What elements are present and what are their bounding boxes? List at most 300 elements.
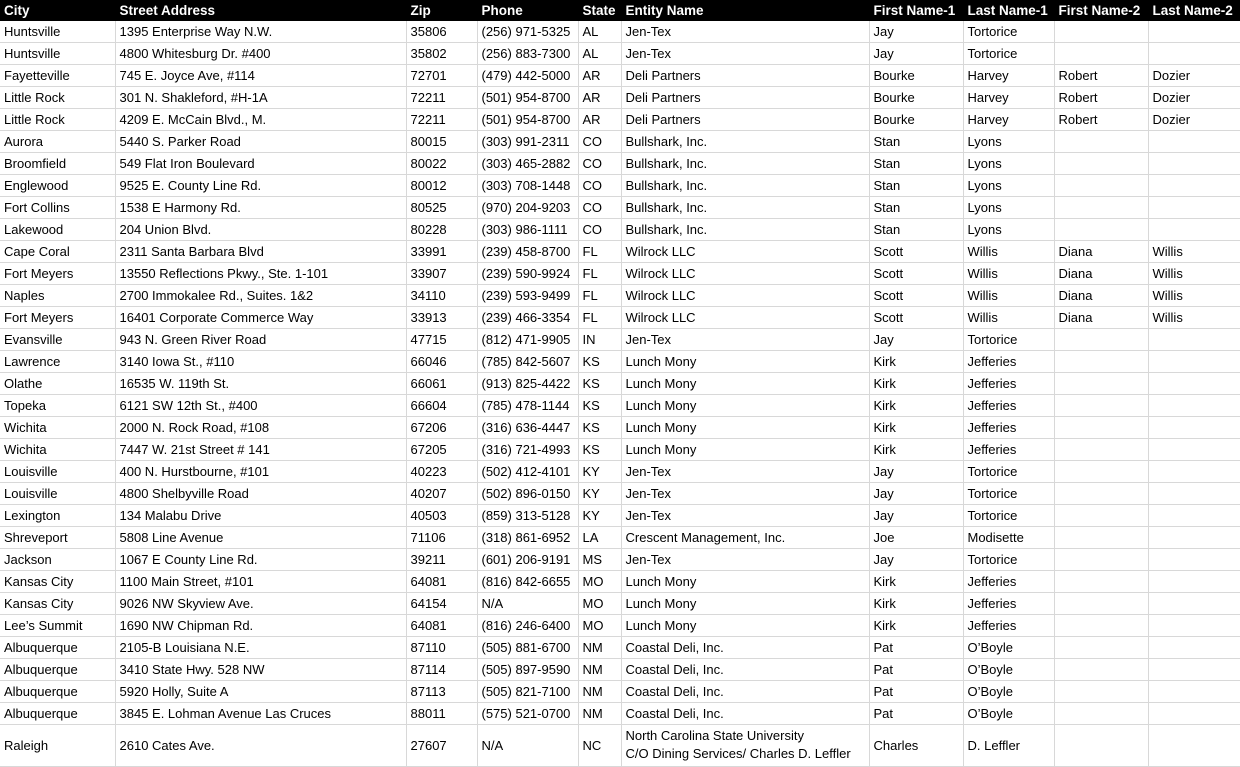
entity-name-cell[interactable]: Jen-Tex: [621, 483, 869, 505]
city-cell[interactable]: Lexington: [0, 505, 115, 527]
city-cell[interactable]: Fort Meyers: [0, 263, 115, 285]
first-name-1-cell[interactable]: Jay: [869, 329, 963, 351]
city-cell[interactable]: Aurora: [0, 131, 115, 153]
state-cell[interactable]: AR: [578, 65, 621, 87]
street-address-cell[interactable]: 2311 Santa Barbara Blvd: [115, 241, 406, 263]
state-cell[interactable]: AR: [578, 87, 621, 109]
city-cell[interactable]: Louisville: [0, 483, 115, 505]
state-cell[interactable]: KS: [578, 417, 621, 439]
state-cell[interactable]: FL: [578, 307, 621, 329]
street-address-cell[interactable]: 549 Flat Iron Boulevard: [115, 153, 406, 175]
first-name-1-cell[interactable]: Kirk: [869, 593, 963, 615]
zip-cell[interactable]: 34110: [406, 285, 477, 307]
city-cell[interactable]: Kansas City: [0, 571, 115, 593]
first-name-1-cell[interactable]: Jay: [869, 505, 963, 527]
first-name-2-cell[interactable]: [1054, 395, 1148, 417]
column-header[interactable]: First Name-1: [869, 0, 963, 21]
state-cell[interactable]: FL: [578, 263, 621, 285]
first-name-1-cell[interactable]: Scott: [869, 241, 963, 263]
first-name-2-cell[interactable]: [1054, 527, 1148, 549]
first-name-2-cell[interactable]: Robert: [1054, 65, 1148, 87]
first-name-2-cell[interactable]: Robert: [1054, 87, 1148, 109]
phone-cell[interactable]: (785) 478-1144: [477, 395, 578, 417]
entity-name-cell[interactable]: Coastal Deli, Inc.: [621, 703, 869, 725]
city-cell[interactable]: Albuquerque: [0, 637, 115, 659]
last-name-1-cell[interactable]: Lyons: [963, 219, 1054, 241]
column-header[interactable]: City: [0, 0, 115, 21]
last-name-2-cell[interactable]: Dozier: [1148, 65, 1240, 87]
entity-name-cell[interactable]: Crescent Management, Inc.: [621, 527, 869, 549]
last-name-1-cell[interactable]: Willis: [963, 263, 1054, 285]
last-name-2-cell[interactable]: Willis: [1148, 285, 1240, 307]
last-name-2-cell[interactable]: [1148, 549, 1240, 571]
last-name-2-cell[interactable]: [1148, 175, 1240, 197]
street-address-cell[interactable]: 16535 W. 119th St.: [115, 373, 406, 395]
first-name-2-cell[interactable]: [1054, 505, 1148, 527]
first-name-1-cell[interactable]: Pat: [869, 637, 963, 659]
entity-name-cell[interactable]: Bullshark, Inc.: [621, 219, 869, 241]
zip-cell[interactable]: 87113: [406, 681, 477, 703]
first-name-1-cell[interactable]: Joe: [869, 527, 963, 549]
last-name-2-cell[interactable]: [1148, 461, 1240, 483]
phone-cell[interactable]: (239) 466-3354: [477, 307, 578, 329]
phone-cell[interactable]: (816) 842-6655: [477, 571, 578, 593]
state-cell[interactable]: CO: [578, 219, 621, 241]
city-cell[interactable]: Little Rock: [0, 87, 115, 109]
city-cell[interactable]: Topeka: [0, 395, 115, 417]
first-name-1-cell[interactable]: Jay: [869, 483, 963, 505]
first-name-2-cell[interactable]: [1054, 351, 1148, 373]
first-name-2-cell[interactable]: [1054, 219, 1148, 241]
entity-name-cell[interactable]: Lunch Mony: [621, 395, 869, 417]
first-name-2-cell[interactable]: [1054, 43, 1148, 65]
phone-cell[interactable]: (505) 897-9590: [477, 659, 578, 681]
first-name-1-cell[interactable]: Stan: [869, 153, 963, 175]
street-address-cell[interactable]: 4800 Whitesburg Dr. #400: [115, 43, 406, 65]
state-cell[interactable]: NM: [578, 637, 621, 659]
first-name-1-cell[interactable]: Pat: [869, 681, 963, 703]
first-name-2-cell[interactable]: Diana: [1054, 241, 1148, 263]
zip-cell[interactable]: 72701: [406, 65, 477, 87]
street-address-cell[interactable]: 9026 NW Skyview Ave.: [115, 593, 406, 615]
last-name-1-cell[interactable]: Jefferies: [963, 593, 1054, 615]
zip-cell[interactable]: 66046: [406, 351, 477, 373]
last-name-1-cell[interactable]: Willis: [963, 241, 1054, 263]
last-name-2-cell[interactable]: [1148, 703, 1240, 725]
last-name-2-cell[interactable]: [1148, 483, 1240, 505]
first-name-1-cell[interactable]: Scott: [869, 307, 963, 329]
first-name-1-cell[interactable]: Kirk: [869, 417, 963, 439]
entity-name-cell[interactable]: Jen-Tex: [621, 461, 869, 483]
street-address-cell[interactable]: 3140 Iowa St., #110: [115, 351, 406, 373]
street-address-cell[interactable]: 134 Malabu Drive: [115, 505, 406, 527]
state-cell[interactable]: CO: [578, 153, 621, 175]
street-address-cell[interactable]: 2000 N. Rock Road, #108: [115, 417, 406, 439]
first-name-1-cell[interactable]: Bourke: [869, 65, 963, 87]
entity-name-cell[interactable]: [621, 725, 869, 767]
last-name-2-cell[interactable]: [1148, 505, 1240, 527]
last-name-1-cell[interactable]: Willis: [963, 285, 1054, 307]
zip-cell[interactable]: 71106: [406, 527, 477, 549]
phone-cell[interactable]: (785) 842-5607: [477, 351, 578, 373]
street-address-cell[interactable]: 301 N. Shakleford, #H-1A: [115, 87, 406, 109]
zip-cell[interactable]: 40223: [406, 461, 477, 483]
entity-name-cell[interactable]: Lunch Mony: [621, 593, 869, 615]
street-address-cell[interactable]: 1067 E County Line Rd.: [115, 549, 406, 571]
zip-cell[interactable]: 33913: [406, 307, 477, 329]
phone-cell[interactable]: (303) 708-1448: [477, 175, 578, 197]
first-name-2-cell[interactable]: [1054, 131, 1148, 153]
first-name-2-cell[interactable]: [1054, 681, 1148, 703]
last-name-1-cell[interactable]: O’Boyle: [963, 659, 1054, 681]
state-cell[interactable]: CO: [578, 197, 621, 219]
phone-cell[interactable]: (256) 971-5325: [477, 21, 578, 43]
zip-cell[interactable]: 40207: [406, 483, 477, 505]
entity-name-cell[interactable]: Bullshark, Inc.: [621, 131, 869, 153]
city-cell[interactable]: Olathe: [0, 373, 115, 395]
city-cell[interactable]: Raleigh: [0, 725, 115, 767]
zip-cell[interactable]: 64081: [406, 571, 477, 593]
street-address-cell[interactable]: 5920 Holly, Suite A: [115, 681, 406, 703]
column-header[interactable]: Last Name-2: [1148, 0, 1240, 21]
street-address-cell[interactable]: 1690 NW Chipman Rd.: [115, 615, 406, 637]
state-cell[interactable]: LA: [578, 527, 621, 549]
first-name-1-cell[interactable]: Stan: [869, 219, 963, 241]
last-name-1-cell[interactable]: Lyons: [963, 197, 1054, 219]
zip-cell[interactable]: 72211: [406, 87, 477, 109]
street-address-cell[interactable]: 5440 S. Parker Road: [115, 131, 406, 153]
first-name-1-cell[interactable]: Kirk: [869, 615, 963, 637]
last-name-1-cell[interactable]: Tortorice: [963, 505, 1054, 527]
last-name-2-cell[interactable]: [1148, 439, 1240, 461]
state-cell[interactable]: AR: [578, 109, 621, 131]
state-cell[interactable]: KY: [578, 505, 621, 527]
first-name-1-cell[interactable]: Jay: [869, 43, 963, 65]
entity-name-cell[interactable]: Bullshark, Inc.: [621, 197, 869, 219]
city-cell[interactable]: Wichita: [0, 439, 115, 461]
column-header[interactable]: Phone: [477, 0, 578, 21]
last-name-2-cell[interactable]: [1148, 153, 1240, 175]
street-address-cell[interactable]: 16401 Corporate Commerce Way: [115, 307, 406, 329]
state-cell[interactable]: MS: [578, 549, 621, 571]
first-name-2-cell[interactable]: [1054, 373, 1148, 395]
column-header[interactable]: Zip: [406, 0, 477, 21]
zip-cell[interactable]: 88011: [406, 703, 477, 725]
phone-cell[interactable]: (501) 954-8700: [477, 109, 578, 131]
last-name-2-cell[interactable]: [1148, 637, 1240, 659]
city-cell[interactable]: Fort Collins: [0, 197, 115, 219]
zip-cell[interactable]: 33907: [406, 263, 477, 285]
phone-cell[interactable]: (970) 204-9203: [477, 197, 578, 219]
first-name-1-cell[interactable]: Pat: [869, 659, 963, 681]
column-header[interactable]: State: [578, 0, 621, 21]
last-name-1-cell[interactable]: Jefferies: [963, 351, 1054, 373]
last-name-2-cell[interactable]: [1148, 219, 1240, 241]
last-name-1-cell[interactable]: Lyons: [963, 131, 1054, 153]
last-name-1-cell[interactable]: Jefferies: [963, 615, 1054, 637]
first-name-2-cell[interactable]: [1054, 21, 1148, 43]
state-cell[interactable]: NM: [578, 681, 621, 703]
city-cell[interactable]: Little Rock: [0, 109, 115, 131]
street-address-cell[interactable]: 1395 Enterprise Way N.W.: [115, 21, 406, 43]
city-cell[interactable]: Lee’s Summit: [0, 615, 115, 637]
phone-cell[interactable]: (505) 821-7100: [477, 681, 578, 703]
zip-cell[interactable]: 87110: [406, 637, 477, 659]
last-name-1-cell[interactable]: Jefferies: [963, 571, 1054, 593]
last-name-1-cell[interactable]: Lyons: [963, 153, 1054, 175]
zip-cell[interactable]: 64154: [406, 593, 477, 615]
column-header[interactable]: First Name-2: [1054, 0, 1148, 21]
zip-cell[interactable]: 80525: [406, 197, 477, 219]
last-name-2-cell[interactable]: [1148, 615, 1240, 637]
state-cell[interactable]: IN: [578, 329, 621, 351]
state-cell[interactable]: NC: [578, 725, 621, 767]
zip-cell[interactable]: 40503: [406, 505, 477, 527]
last-name-1-cell[interactable]: O’Boyle: [963, 703, 1054, 725]
last-name-1-cell[interactable]: Willis: [963, 307, 1054, 329]
city-cell[interactable]: Wichita: [0, 417, 115, 439]
zip-cell[interactable]: 66061: [406, 373, 477, 395]
city-cell[interactable]: Huntsville: [0, 21, 115, 43]
first-name-2-cell[interactable]: [1054, 417, 1148, 439]
last-name-2-cell[interactable]: [1148, 131, 1240, 153]
first-name-1-cell[interactable]: Stan: [869, 131, 963, 153]
last-name-2-cell[interactable]: [1148, 197, 1240, 219]
phone-cell[interactable]: (316) 636-4447: [477, 417, 578, 439]
last-name-1-cell[interactable]: Lyons: [963, 175, 1054, 197]
state-cell[interactable]: MO: [578, 593, 621, 615]
entity-name-cell[interactable]: Jen-Tex: [621, 549, 869, 571]
zip-cell[interactable]: 80015: [406, 131, 477, 153]
last-name-2-cell[interactable]: [1148, 43, 1240, 65]
first-name-2-cell[interactable]: [1054, 703, 1148, 725]
first-name-2-cell[interactable]: [1054, 637, 1148, 659]
entity-name-cell[interactable]: Jen-Tex: [621, 43, 869, 65]
zip-cell[interactable]: 80228: [406, 219, 477, 241]
phone-cell[interactable]: (816) 246-6400: [477, 615, 578, 637]
phone-cell[interactable]: (505) 881-6700: [477, 637, 578, 659]
first-name-2-cell[interactable]: [1054, 175, 1148, 197]
first-name-2-cell[interactable]: [1054, 571, 1148, 593]
city-cell[interactable]: Fayetteville: [0, 65, 115, 87]
phone-cell[interactable]: N/A: [477, 593, 578, 615]
state-cell[interactable]: KY: [578, 483, 621, 505]
phone-cell[interactable]: N/A: [477, 725, 578, 767]
phone-cell[interactable]: (316) 721-4993: [477, 439, 578, 461]
zip-cell[interactable]: 39211: [406, 549, 477, 571]
last-name-2-cell[interactable]: Willis: [1148, 307, 1240, 329]
entity-name-cell[interactable]: Deli Partners: [621, 109, 869, 131]
street-address-cell[interactable]: 2105-B Louisiana N.E.: [115, 637, 406, 659]
last-name-1-cell[interactable]: Harvey: [963, 87, 1054, 109]
city-cell[interactable]: Shreveport: [0, 527, 115, 549]
state-cell[interactable]: FL: [578, 241, 621, 263]
last-name-1-cell[interactable]: Jefferies: [963, 373, 1054, 395]
city-cell[interactable]: Lakewood: [0, 219, 115, 241]
state-cell[interactable]: AL: [578, 43, 621, 65]
last-name-1-cell[interactable]: Tortorice: [963, 461, 1054, 483]
entity-name-cell[interactable]: Lunch Mony: [621, 571, 869, 593]
first-name-1-cell[interactable]: Jay: [869, 21, 963, 43]
entity-name-cell[interactable]: Bullshark, Inc.: [621, 153, 869, 175]
city-cell[interactable]: Huntsville: [0, 43, 115, 65]
state-cell[interactable]: KS: [578, 351, 621, 373]
zip-cell[interactable]: 27607: [406, 725, 477, 767]
state-cell[interactable]: FL: [578, 285, 621, 307]
street-address-cell[interactable]: 4209 E. McCain Blvd., M.: [115, 109, 406, 131]
city-cell[interactable]: Naples: [0, 285, 115, 307]
entity-name-cell[interactable]: Lunch Mony: [621, 439, 869, 461]
first-name-1-cell[interactable]: Charles: [869, 725, 963, 767]
last-name-1-cell[interactable]: Jefferies: [963, 395, 1054, 417]
phone-cell[interactable]: (501) 954-8700: [477, 87, 578, 109]
first-name-1-cell[interactable]: Bourke: [869, 109, 963, 131]
last-name-2-cell[interactable]: [1148, 329, 1240, 351]
state-cell[interactable]: NM: [578, 659, 621, 681]
city-cell[interactable]: Albuquerque: [0, 703, 115, 725]
last-name-1-cell[interactable]: D. Leffler: [963, 725, 1054, 767]
first-name-2-cell[interactable]: [1054, 197, 1148, 219]
last-name-1-cell[interactable]: Tortorice: [963, 43, 1054, 65]
first-name-2-cell[interactable]: [1054, 153, 1148, 175]
last-name-1-cell[interactable]: O’Boyle: [963, 637, 1054, 659]
state-cell[interactable]: MO: [578, 615, 621, 637]
entity-name-cell[interactable]: Wilrock LLC: [621, 307, 869, 329]
city-cell[interactable]: Cape Coral: [0, 241, 115, 263]
zip-cell[interactable]: 67205: [406, 439, 477, 461]
phone-cell[interactable]: (502) 412-4101: [477, 461, 578, 483]
street-address-cell[interactable]: 2700 Immokalee Rd., Suites. 1&2: [115, 285, 406, 307]
last-name-2-cell[interactable]: [1148, 351, 1240, 373]
street-address-cell[interactable]: 1100 Main Street, #101: [115, 571, 406, 593]
first-name-2-cell[interactable]: [1054, 461, 1148, 483]
first-name-1-cell[interactable]: Scott: [869, 263, 963, 285]
last-name-2-cell[interactable]: [1148, 593, 1240, 615]
first-name-2-cell[interactable]: Diana: [1054, 307, 1148, 329]
street-address-cell[interactable]: 4800 Shelbyville Road: [115, 483, 406, 505]
first-name-2-cell[interactable]: [1054, 615, 1148, 637]
zip-cell[interactable]: 33991: [406, 241, 477, 263]
street-address-cell[interactable]: 5808 Line Avenue: [115, 527, 406, 549]
first-name-2-cell[interactable]: [1054, 329, 1148, 351]
phone-cell[interactable]: (303) 991-2311: [477, 131, 578, 153]
last-name-1-cell[interactable]: Harvey: [963, 109, 1054, 131]
street-address-cell[interactable]: 6121 SW 12th St., #400: [115, 395, 406, 417]
last-name-1-cell[interactable]: O’Boyle: [963, 681, 1054, 703]
phone-cell[interactable]: (303) 465-2882: [477, 153, 578, 175]
last-name-2-cell[interactable]: Willis: [1148, 263, 1240, 285]
entity-name-cell[interactable]: Jen-Tex: [621, 21, 869, 43]
column-header[interactable]: Entity Name: [621, 0, 869, 21]
zip-cell[interactable]: 87114: [406, 659, 477, 681]
entity-name-cell[interactable]: Lunch Mony: [621, 615, 869, 637]
first-name-2-cell[interactable]: Robert: [1054, 109, 1148, 131]
last-name-2-cell[interactable]: [1148, 571, 1240, 593]
city-cell[interactable]: Lawrence: [0, 351, 115, 373]
state-cell[interactable]: KS: [578, 395, 621, 417]
entity-name-cell[interactable]: Bullshark, Inc.: [621, 175, 869, 197]
zip-cell[interactable]: 64081: [406, 615, 477, 637]
city-cell[interactable]: Albuquerque: [0, 681, 115, 703]
zip-cell[interactable]: 66604: [406, 395, 477, 417]
city-cell[interactable]: Louisville: [0, 461, 115, 483]
city-cell[interactable]: Albuquerque: [0, 659, 115, 681]
entity-name-cell[interactable]: Jen-Tex: [621, 329, 869, 351]
entity-name-cell[interactable]: Deli Partners: [621, 65, 869, 87]
last-name-1-cell[interactable]: Tortorice: [963, 329, 1054, 351]
first-name-2-cell[interactable]: [1054, 725, 1148, 767]
phone-cell[interactable]: (913) 825-4422: [477, 373, 578, 395]
first-name-2-cell[interactable]: [1054, 593, 1148, 615]
last-name-2-cell[interactable]: [1148, 373, 1240, 395]
zip-cell[interactable]: 67206: [406, 417, 477, 439]
first-name-1-cell[interactable]: Scott: [869, 285, 963, 307]
street-address-cell[interactable]: 3410 State Hwy. 528 NW: [115, 659, 406, 681]
phone-cell[interactable]: (479) 442-5000: [477, 65, 578, 87]
state-cell[interactable]: CO: [578, 131, 621, 153]
first-name-1-cell[interactable]: Kirk: [869, 351, 963, 373]
city-cell[interactable]: Jackson: [0, 549, 115, 571]
city-cell[interactable]: Evansville: [0, 329, 115, 351]
state-cell[interactable]: AL: [578, 21, 621, 43]
entity-name-cell[interactable]: Wilrock LLC: [621, 285, 869, 307]
first-name-2-cell[interactable]: Diana: [1054, 263, 1148, 285]
last-name-1-cell[interactable]: Tortorice: [963, 21, 1054, 43]
first-name-2-cell[interactable]: Diana: [1054, 285, 1148, 307]
last-name-1-cell[interactable]: Tortorice: [963, 549, 1054, 571]
phone-cell[interactable]: (303) 986-1111: [477, 219, 578, 241]
first-name-1-cell[interactable]: Kirk: [869, 395, 963, 417]
first-name-1-cell[interactable]: Stan: [869, 197, 963, 219]
last-name-1-cell[interactable]: Modisette: [963, 527, 1054, 549]
street-address-cell[interactable]: 745 E. Joyce Ave, #114: [115, 65, 406, 87]
state-cell[interactable]: CO: [578, 175, 621, 197]
state-cell[interactable]: NM: [578, 703, 621, 725]
first-name-2-cell[interactable]: [1054, 483, 1148, 505]
city-cell[interactable]: Broomfield: [0, 153, 115, 175]
last-name-2-cell[interactable]: Willis: [1148, 241, 1240, 263]
street-address-cell[interactable]: 13550 Reflections Pkwy., Ste. 1-101: [115, 263, 406, 285]
last-name-2-cell[interactable]: Dozier: [1148, 109, 1240, 131]
entity-name-cell[interactable]: Coastal Deli, Inc.: [621, 659, 869, 681]
column-header[interactable]: Street Address: [115, 0, 406, 21]
first-name-1-cell[interactable]: Jay: [869, 461, 963, 483]
last-name-2-cell[interactable]: [1148, 659, 1240, 681]
first-name-2-cell[interactable]: [1054, 659, 1148, 681]
zip-cell[interactable]: 35806: [406, 21, 477, 43]
street-address-cell[interactable]: 9525 E. County Line Rd.: [115, 175, 406, 197]
phone-cell[interactable]: (859) 313-5128: [477, 505, 578, 527]
last-name-1-cell[interactable]: Jefferies: [963, 417, 1054, 439]
street-address-cell[interactable]: 1538 E Harmony Rd.: [115, 197, 406, 219]
zip-cell[interactable]: 72211: [406, 109, 477, 131]
city-cell[interactable]: Kansas City: [0, 593, 115, 615]
first-name-2-cell[interactable]: [1054, 439, 1148, 461]
first-name-2-cell[interactable]: [1054, 549, 1148, 571]
entity-name-cell[interactable]: Wilrock LLC: [621, 241, 869, 263]
first-name-1-cell[interactable]: Kirk: [869, 571, 963, 593]
phone-cell[interactable]: (601) 206-9191: [477, 549, 578, 571]
last-name-2-cell[interactable]: [1148, 725, 1240, 767]
phone-cell[interactable]: (318) 861-6952: [477, 527, 578, 549]
state-cell[interactable]: KS: [578, 373, 621, 395]
entity-name-cell[interactable]: Lunch Mony: [621, 351, 869, 373]
state-cell[interactable]: KS: [578, 439, 621, 461]
last-name-2-cell[interactable]: [1148, 417, 1240, 439]
street-address-cell[interactable]: 943 N. Green River Road: [115, 329, 406, 351]
phone-cell[interactable]: (575) 521-0700: [477, 703, 578, 725]
first-name-1-cell[interactable]: Pat: [869, 703, 963, 725]
